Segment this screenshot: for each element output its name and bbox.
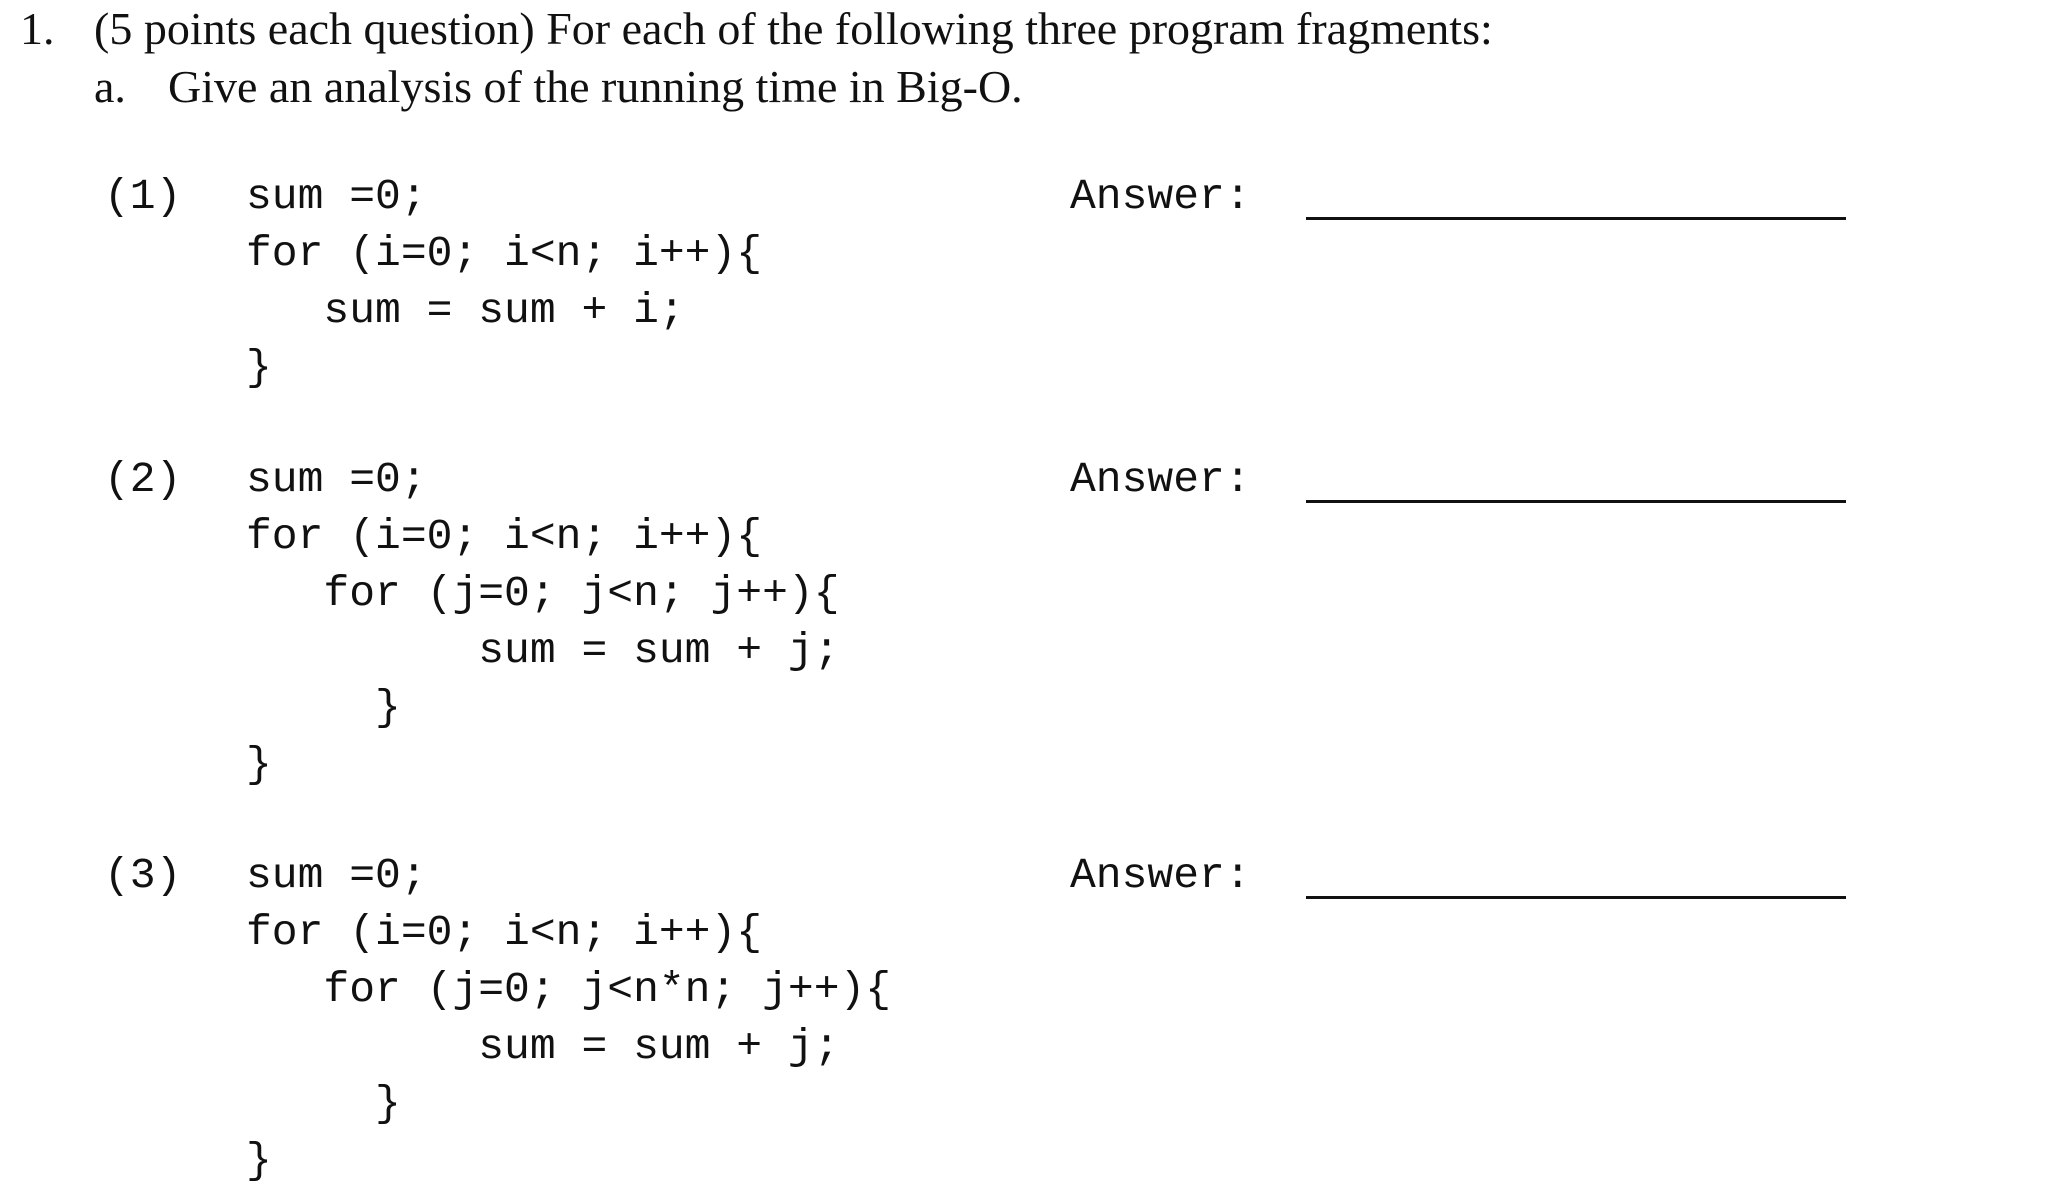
code-line: }	[246, 1136, 272, 1185]
code-line: }	[246, 740, 272, 789]
code-line: sum = sum + i;	[246, 286, 685, 335]
code-line: }	[246, 1079, 401, 1128]
code-line: sum =0;	[246, 172, 427, 221]
code-line: sum = sum + j;	[246, 626, 840, 675]
fragment-label: (2)	[104, 455, 182, 504]
fragment-label: (1)	[104, 172, 182, 221]
question-header	[20, 0, 1493, 116]
code-line: for (i=0; i<n; i++){	[246, 512, 763, 561]
code-line: }	[246, 343, 272, 392]
answer-label: Answer:	[1070, 851, 1251, 900]
code-line: for (i=0; i<n; i++){	[246, 908, 763, 957]
subpart-text: Give an analysis of the running time in Big-O.	[168, 61, 1023, 112]
code-block	[246, 168, 762, 396]
code-line: }	[246, 683, 401, 732]
question-title-row	[20, 0, 1493, 58]
code-line: for (j=0; j<n; j++){	[246, 569, 840, 618]
code-line: sum = sum + j;	[246, 1022, 840, 1071]
fragment-label: (3)	[104, 851, 182, 900]
answer-label: Answer:	[1070, 172, 1251, 221]
code-block	[246, 847, 891, 1189]
question-text: (5 points each question) For each of the following three program fragments:	[94, 3, 1493, 54]
answer-label: Answer:	[1070, 455, 1251, 504]
subpart-letter: a.	[94, 61, 126, 112]
answer-blank-line[interactable]	[1306, 217, 1846, 220]
question-number: 1.	[20, 3, 55, 54]
code-line: sum =0;	[246, 455, 427, 504]
question-subpart-row	[20, 58, 1493, 116]
answer-blank-line[interactable]	[1306, 500, 1846, 503]
answer-blank-line[interactable]	[1306, 896, 1846, 899]
code-line: for (i=0; i<n; i++){	[246, 229, 763, 278]
code-line: for (j=0; j<n*n; j++){	[246, 965, 892, 1014]
code-block	[246, 451, 840, 793]
code-line: sum =0;	[246, 851, 427, 900]
